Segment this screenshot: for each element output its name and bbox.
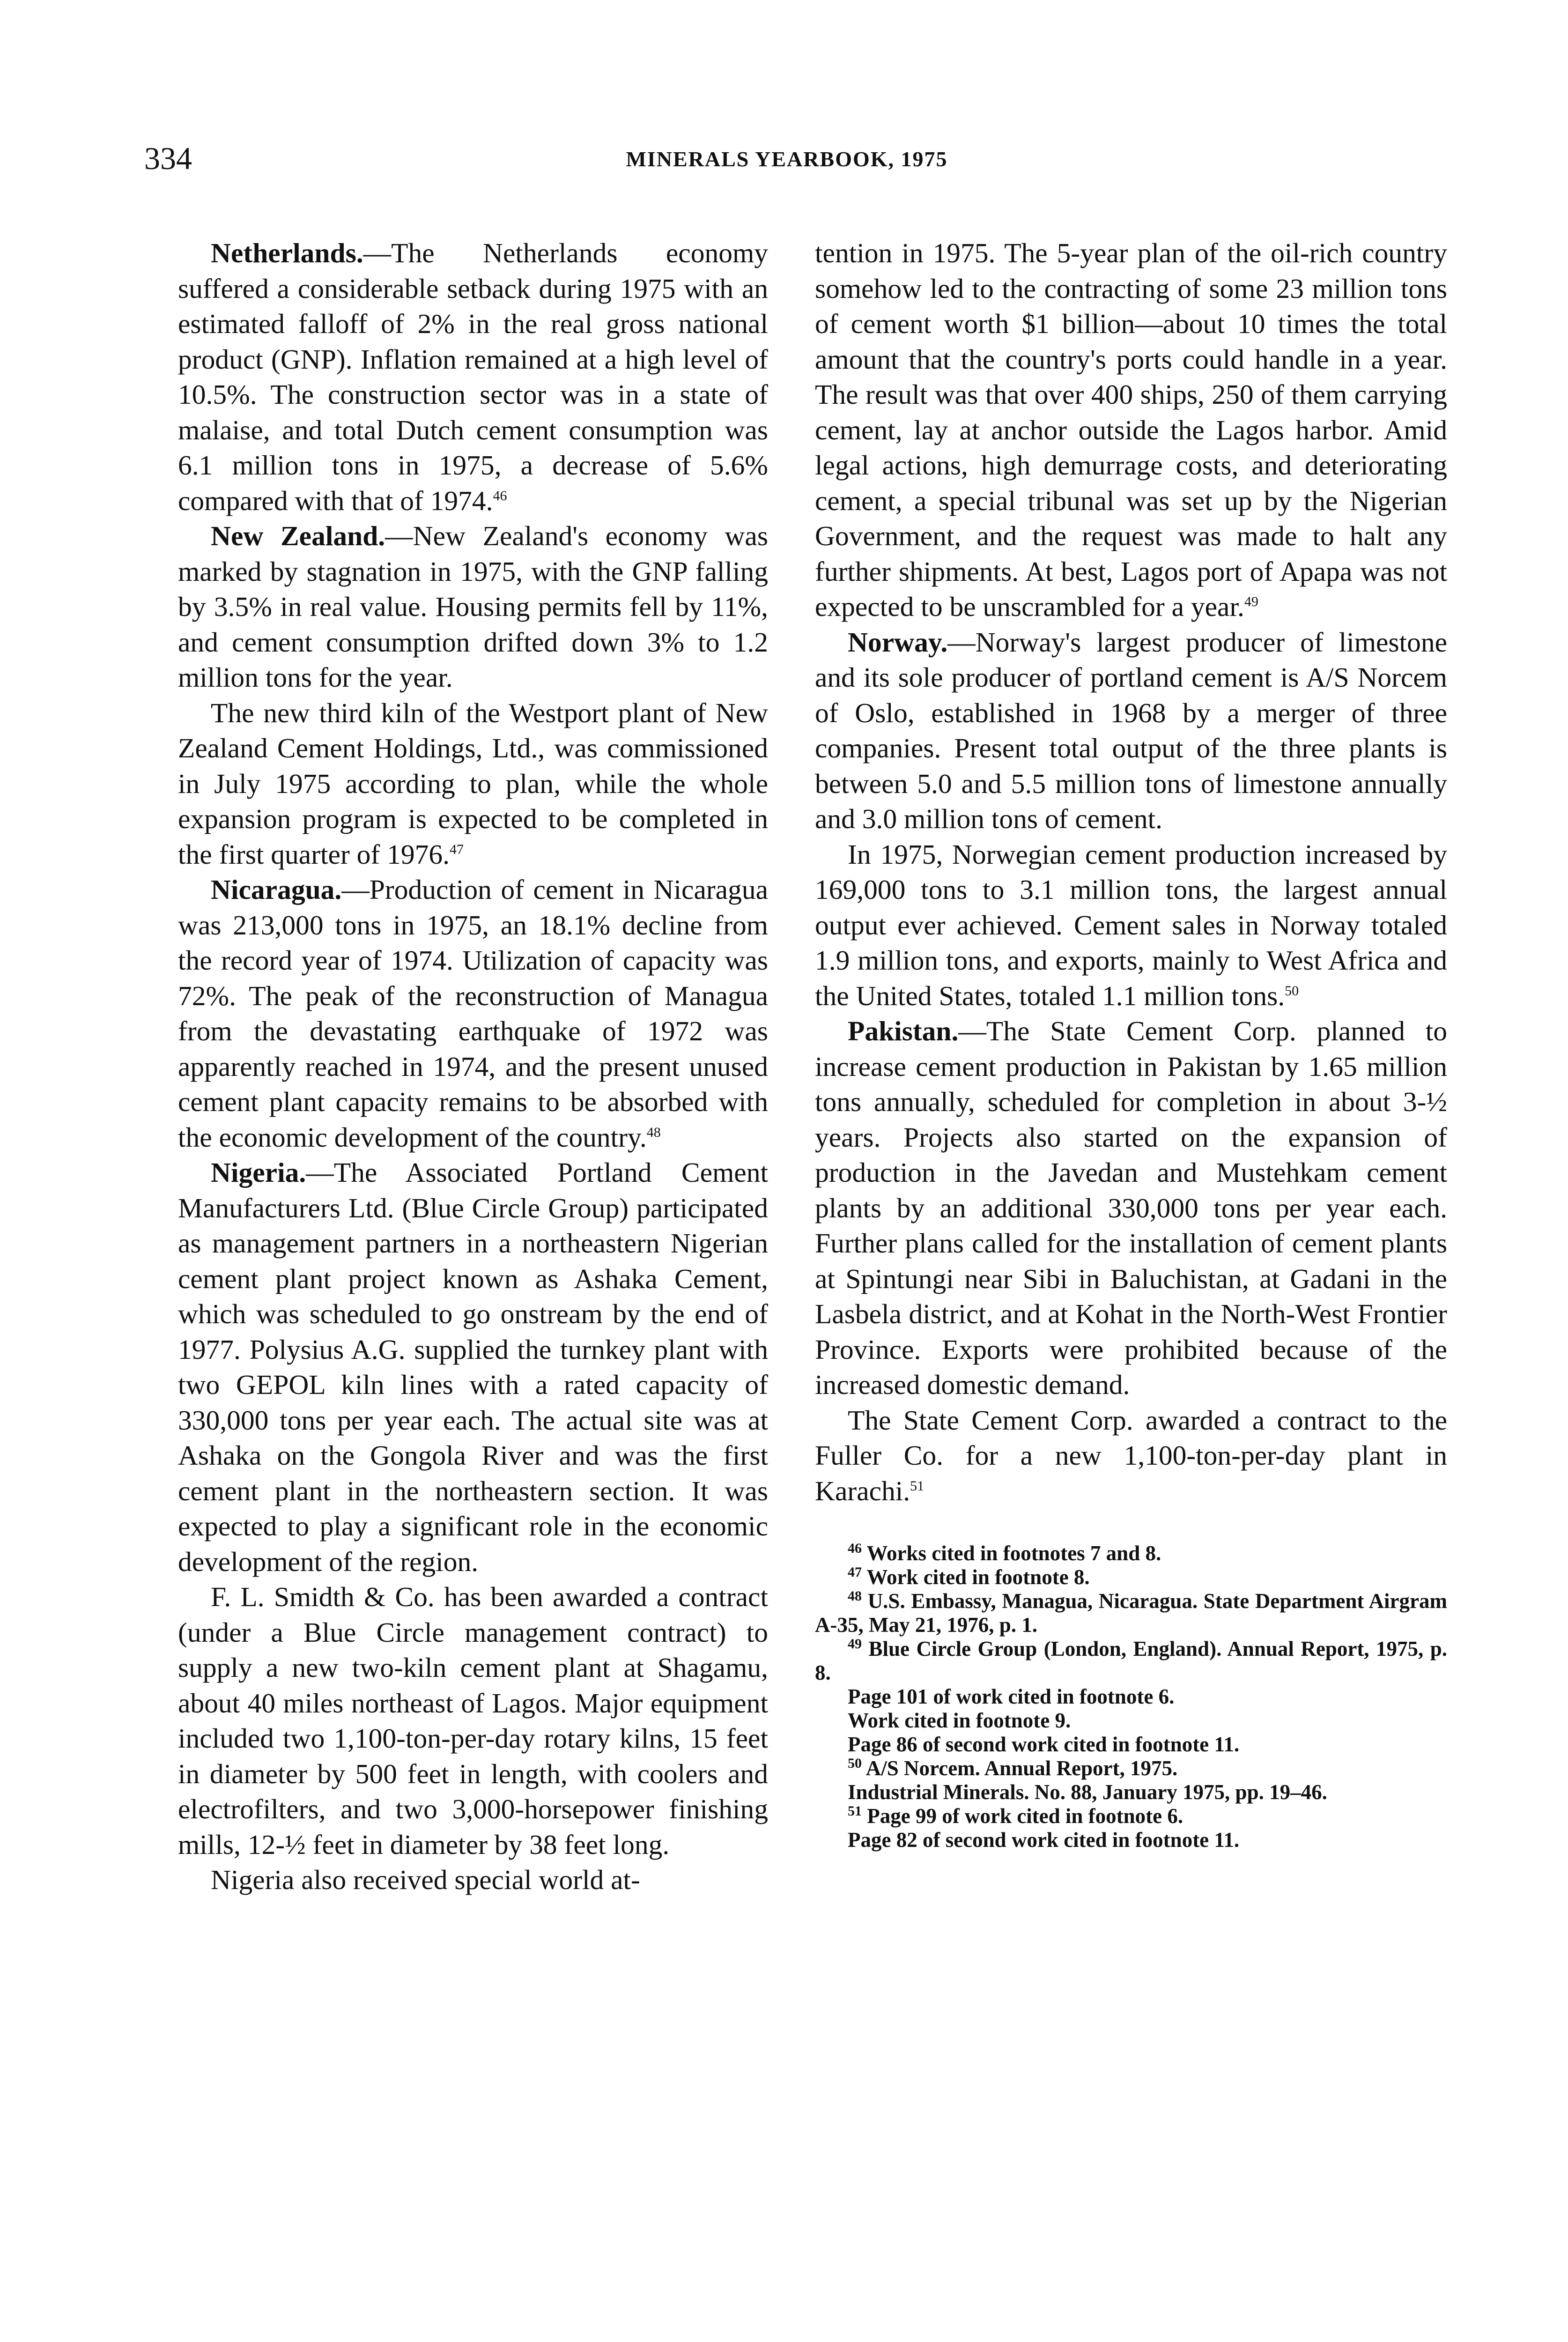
country-heading: Norway. <box>848 626 948 658</box>
paragraph-text: —The Netherlands economy suffered a considerable setback during 1975 with an estimated falloff of 2% in the real gross national product (GNP). Inflation remained at a high level of 10.5%. The construction sector was in a state of malaise, and total Dutch cement consumption was 6.1 million tons in 1975, a decrease of 5.6% compared with that of 1974. <box>178 237 768 516</box>
footnote-ref: 51 <box>910 1478 925 1494</box>
paragraph-new-zealand <box>178 519 768 696</box>
paragraph-pakistan <box>815 1014 1447 1403</box>
left-column <box>178 236 768 1898</box>
paragraph-text: tention in 1975. The 5-year plan of the oil-rich country somehow led to the contracting of some 23 million tons of cement worth $1 billion—about 10 times the total amount that the country's ports could handle in a year. The result was that over 400 ships, 250 of them carrying cement, lay at anchor outside the Lagos harbor. Amid legal actions, high demurrage costs, and deteriorating cement, a special tribunal was set up by the Nigerian Government, and the request was made to halt any further shipments. At best, Lagos port of Apapa was not expected to be unscrambled for a year. <box>815 237 1447 622</box>
footnote <box>815 1565 1447 1589</box>
paragraph-norway-production <box>815 837 1447 1014</box>
footnote-text: A/S Norcem. Annual Report, 1975. <box>865 1756 1178 1780</box>
footnote-ref: 46 <box>493 488 507 504</box>
paragraph-text: The State Cement Corp. awarded a contract to the Fuller Co. for a new 1,100-ton-per-day plant in Karachi. <box>815 1404 1447 1506</box>
footnote-text: Page 99 of work cited in footnote 6. <box>867 1804 1183 1828</box>
footnote-text: Works cited in footnotes 7 and 8. <box>866 1542 1161 1565</box>
footnote-text: Work cited in footnote 8. <box>866 1565 1090 1589</box>
footnote <box>815 1637 1447 1685</box>
paragraph-norway <box>815 625 1447 837</box>
footnote <box>815 1828 1447 1852</box>
paragraph-text: In 1975, Norwegian cement production increased by 169,000 tons to 3.1 million tons, the largest annual output ever achieved. Cement sales in Norway totaled 1.9 million tons, and exports, mainly to West Africa and the United States, totaled 1.1 million tons. <box>815 838 1447 1011</box>
paragraph-text: —New Zealand's economy was marked by stagnation in 1975, with the GNP falling by 3.5% in real value. Housing permits fell by 11%, and cement consumption drifted down 3% to 1.2 million tons for the year. <box>178 520 768 693</box>
paragraph-text: The new third kiln of the Westport plant of New Zealand Cement Holdings, Ltd., was commissioned in July 1975 according to plan, while the whole expansion program is expected to be completed in the first quarter of 1976. <box>178 697 768 870</box>
footnote-text: U.S. Embassy, Managua, Nicaragua. State Department Airgram A-35, May 21, 1976, p. 1. <box>815 1589 1447 1637</box>
footnote <box>815 1589 1447 1637</box>
paragraph-nigeria-continued <box>815 236 1447 625</box>
footnote-ref: 49 <box>1244 594 1258 610</box>
running-head: MINERALS YEARBOOK, 1975 <box>626 147 948 171</box>
paragraph-nigeria-attention <box>178 1862 768 1898</box>
paragraph-nigeria <box>178 1155 768 1579</box>
paragraph-text: —The State Cement Corp. planned to increase cement production in Pakistan by 1.65 million tons annually, scheduled for completion in about 3-½ years. Projects also started on the expansion of production in the Javedan and Mustehkam cement plants by an additional 330,000 tons per year each. Further plans called for the installation of cement plants at Spintungi near Sibi in Baluchistan, at Gadani in the Lasbela district, and at Kohat in the North-West Frontier Province. Exports were prohibited because of the increased domestic demand. <box>815 1015 1447 1400</box>
footnote <box>815 1685 1447 1709</box>
footnote-mark: 48 <box>848 1588 862 1604</box>
footnote-mark: 47 <box>848 1564 862 1580</box>
footnotes <box>815 1542 1447 1852</box>
footnote-text: Page 86 of second work cited in footnote 11. <box>848 1733 1240 1756</box>
footnote-ref: 47 <box>449 841 464 857</box>
footnote <box>815 1709 1447 1733</box>
paragraph-netherlands <box>178 236 768 519</box>
footnote-mark: 50 <box>848 1756 862 1771</box>
country-heading: Nigeria. <box>211 1157 306 1188</box>
paragraph-text: Nigeria also received special world at- <box>211 1864 640 1895</box>
footnote-text: Blue Circle Group (London, England). Annual Report, 1975, p. 8. <box>815 1637 1447 1684</box>
paragraph-text: —The Associated Portland Cement Manufacturers Ltd. (Blue Circle Group) participated as management partners in a northeastern Nigerian cement plant project known as Ashaka Cement, which was scheduled to go onstream by the end of 1977. Polysius A.G. supplied the turnkey plant with two GEPOL kiln lines with a rated capacity of 330,000 tons per year each. The actual site was at Ashaka on the Gongola River and was the first cement plant in the northeastern section. It was expected to play a significant role in the economic development of the region. <box>178 1157 768 1577</box>
country-heading: Nicaragua. <box>211 874 342 905</box>
footnote-mark: 49 <box>848 1636 862 1652</box>
country-heading: Pakistan. <box>848 1015 959 1046</box>
paragraph-text: F. L. Smidth & Co. has been awarded a contract (under a Blue Circle management contract) to supply a new two-kiln cement plant at Shagamu, about 40 miles northeast of Lagos. Major equipment included two 1,100-ton-per-day rotary kilns, 15 feet in diameter by 500 feet in length, with coolers and electrofilters, and two 3,000-horsepower finishing mills, 12-½ feet in diameter by 38 feet long. <box>178 1581 768 1860</box>
paragraph-text: —Production of cement in Nicaragua was 213,000 tons in 1975, an 18.1% decline from the record year of 1974. Utilization of capacity was 72%. The peak of the reconstruction of Managua from the devastating earthquake of 1972 was apparently reached in 1974, and the present unused cement plant capacity remains to be absorbed with the economic development of the country. <box>178 874 768 1153</box>
footnote-text: Page 101 of work cited in footnote 6. <box>848 1685 1175 1708</box>
footnote <box>815 1756 1447 1780</box>
footnote-ref: 48 <box>646 1124 661 1140</box>
country-heading: New Zealand. <box>211 520 385 551</box>
country-heading: Netherlands. <box>211 237 363 268</box>
footnote-ref: 50 <box>1285 983 1299 999</box>
footnote-text: Industrial Minerals. No. 88, January 1975, pp. 19–46. <box>848 1780 1327 1804</box>
paragraph-text: —Norway's largest producer of limestone and its sole producer of portland cement is A/S Norcem of Oslo, established in 1968 by a merger of three companies. Present total output of the three plants is between 5.0 and 5.5 million tons of limestone annually and 3.0 million tons of cement. <box>815 626 1447 834</box>
paragraph-new-zealand-kiln <box>178 696 768 873</box>
footnote <box>815 1804 1447 1828</box>
right-column <box>815 236 1447 1852</box>
footnote <box>815 1542 1447 1565</box>
paragraph-nigeria-smidth <box>178 1579 768 1862</box>
footnote-mark: 51 <box>848 1803 862 1819</box>
paragraph-pakistan-fuller <box>815 1403 1447 1509</box>
page-number: 334 <box>144 141 192 176</box>
footnote-mark: 46 <box>848 1541 862 1556</box>
footnote-text: Page 82 of second work cited in footnote 11. <box>848 1828 1240 1852</box>
footnote <box>815 1733 1447 1756</box>
footnote <box>815 1780 1447 1804</box>
footnote-text: Work cited in footnote 9. <box>848 1709 1071 1732</box>
paragraph-nicaragua <box>178 872 768 1155</box>
